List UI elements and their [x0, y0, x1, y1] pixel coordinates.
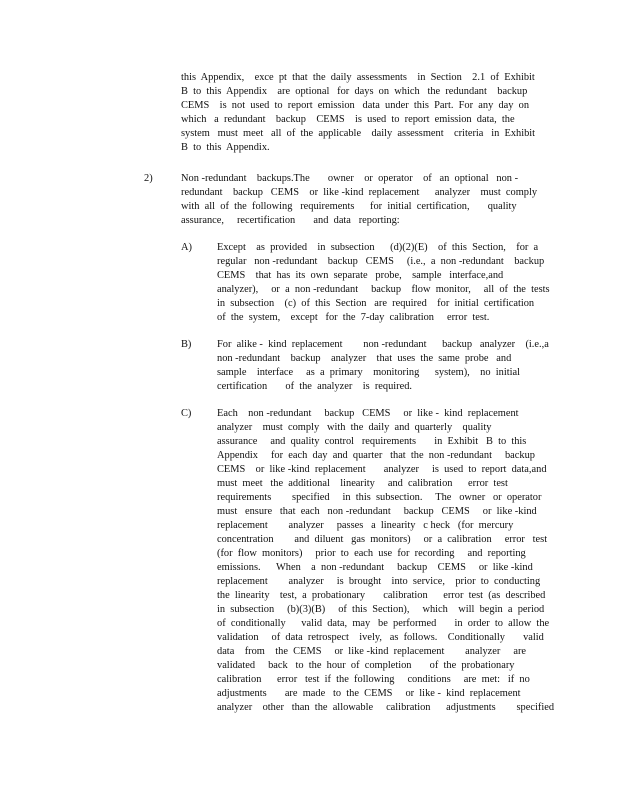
text-line: Except as provided in subsection (d)(2)(E) of this Section, for a: [217, 242, 539, 253]
text-line: CEMS that has its own separate probe, sample interface,and: [217, 270, 504, 281]
text-line: CEMS or like -kind replacement analyzer is used to report data,and: [217, 464, 547, 475]
text-line: must ensure that each non -redundant backup CEMS or like -kind: [217, 506, 537, 517]
list-marker: A): [181, 242, 192, 253]
list-marker: C): [181, 408, 192, 419]
text-line: analyzer must comply with the daily and quarterly quality: [217, 422, 492, 433]
text-line: replacement analyzer is brought into service, prior to conducting: [217, 576, 541, 587]
text-line: of conditionally valid data, may be performed in order to allow the: [217, 618, 550, 629]
list-marker: B): [181, 339, 192, 350]
text-line: replacement analyzer passes a linearity c heck (for mercury: [217, 520, 514, 531]
text-line: certification of the analyzer is required.: [217, 381, 413, 392]
text-line: assurance, recertification and data reporting:: [181, 215, 400, 226]
text-line: For alike - kind replacement non -redundant backup analyzer (i.e.,a: [217, 339, 549, 350]
text-line: in subsection (b)(3)(B) of this Section), which will begin a period: [217, 604, 545, 615]
text-line: must meet the additional linearity and calibration error test: [217, 478, 508, 489]
text-line: non -redundant backup analyzer that uses the same probe and: [217, 353, 512, 364]
text-line: redundant backup CEMS or like -kind replacement analyzer must comply: [181, 187, 538, 198]
list-marker: 2): [144, 173, 153, 184]
text-line: validated back to the hour of completion of the probationary: [217, 660, 515, 671]
text-line: with all of the following requirements for initial certification, quality: [181, 201, 517, 212]
text-line: requirements specified in this subsection. The owner or operator: [217, 492, 542, 503]
text-line: assurance and quality control requirements in Exhibit B to this: [217, 436, 527, 447]
text-line: analyzer other than the allowable calibration adjustments specified: [217, 702, 555, 713]
text-line: the linearity test, a probationary calibration error test (as described: [217, 590, 546, 601]
text-line: which a redundant backup CEMS is used to report emission data, the: [181, 114, 515, 125]
text-line: regular non -redundant backup CEMS (i.e., a non -redundant backup: [217, 256, 545, 267]
text-line: this Appendix, exce pt that the daily assessments in Section 2.1 of Exhibit: [181, 72, 535, 83]
text-line: calibration error test if the following conditions are met: if no: [217, 674, 530, 685]
text-line: validation of data retrospect ively, as follows. Conditionally valid: [217, 632, 544, 643]
text-line: analyzer), or a non -redundant backup flow monitor, all of the tests: [217, 284, 550, 295]
text-line: B to this Appendix are optional for days on which the redundant backup: [181, 86, 528, 97]
text-line: sample interface as a primary monitoring system), no initial: [217, 367, 520, 378]
text-line: CEMS is not used to report emission data under this Part. For any day on: [181, 100, 530, 111]
text-line: data from the CEMS or like -kind replacement analyzer are: [217, 646, 527, 657]
text-line: (for flow monitors) prior to each use for recording and reporting: [217, 548, 526, 559]
text-line: concentration and diluent gas monitors) or a calibration error test: [217, 534, 548, 545]
text-line: system must meet all of the applicable daily assessment criteria in Exhibit: [181, 128, 536, 139]
text-line: Appendix for each day and quarter that the non -redundant backup: [217, 450, 535, 461]
text-line: adjustments are made to the CEMS or like - kind replacement: [217, 688, 521, 699]
text-line: in subsection (c) of this Section are required for initial certification: [217, 298, 535, 309]
text-line: Non -redundant backups.The owner or operator of an optional non -: [181, 173, 519, 184]
text-line: of the system, except for the 7-day calibration error test.: [217, 312, 490, 323]
text-line: Each non -redundant backup CEMS or like - kind replacement: [217, 408, 519, 419]
text-line: B to this Appendix.: [181, 142, 270, 153]
text-line: emissions. When a non -redundant backup CEMS or like -kind: [217, 562, 533, 573]
